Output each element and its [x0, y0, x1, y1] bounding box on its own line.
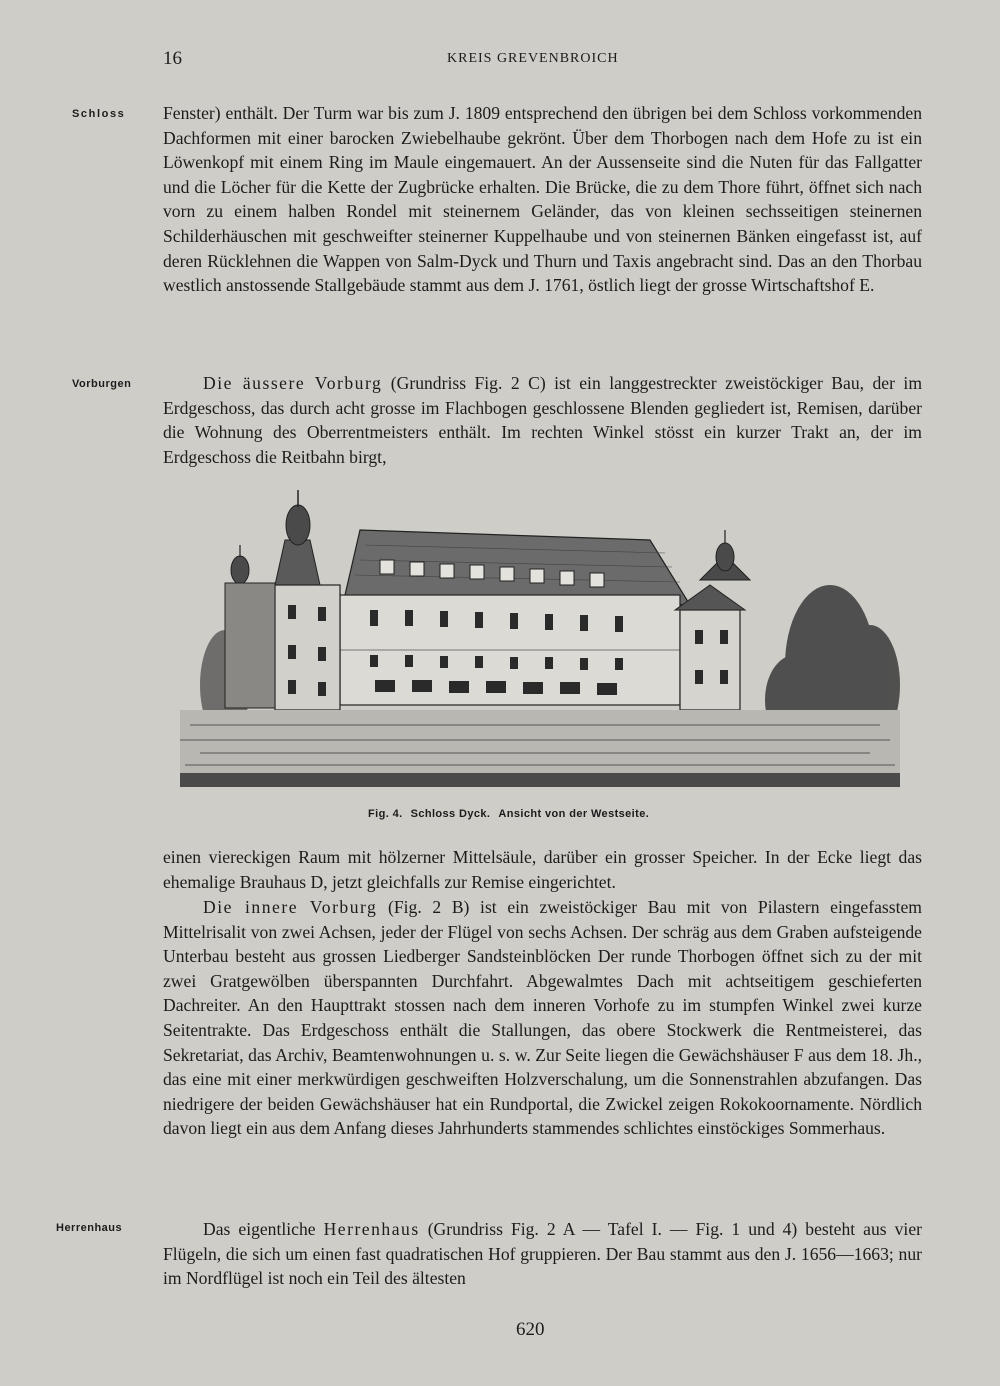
margin-note-vorburgen: Vorburgen — [72, 378, 132, 390]
running-head — [0, 46, 1000, 76]
paragraph-herrenhaus — [163, 1217, 922, 1291]
paragraph-aeussere-vorburg — [163, 371, 922, 469]
page-number: 16 — [163, 48, 182, 69]
spaced-term: Die äussere Vorburg — [203, 373, 383, 393]
paragraph-schloss: Fenster) enthält. Der Turm war bis zum J. 1809 entsprechend den übrigen bei dem Schloss vorkommenden Dachformen mit einer barocken Zwiebelhaube gekrönt. Über dem Thorbogen nach dem Hofe zu ist ein Löwenkopf mit einem Ring im Maule eingemauert. An der Aussenseite sind die Nuten für das Fallgatter und die Löcher für die Kette der Zugbrücke erhalten. Die Brücke, die zu dem Thore führt, öffnet sich nach vorn zu einem halben Rondel mit steinernem Geländer, das von kleinen sechsseitigen steinernen Schilderhäuschen mit geschweifter steinerner Kuppelhaube und von steinernen Bänken eingefasst ist, auf deren Rücklehnen die Wappen von Salm-Dyck und Thurn und Taxis angebracht sind. Das an den Thorbau westlich anstossende Stallgebäude stammt aus dem J. 1761, östlich liegt der grosse Wirtschaftshof E. — [163, 103, 922, 296]
paragraph-innere-vorburg — [163, 895, 922, 1141]
castle-illustration — [180, 485, 900, 805]
spaced-term: Herrenhaus — [323, 1219, 420, 1239]
paragraph-reitbahn-continued: einen viereckigen Raum mit hölzerner Mittelsäule, darüber ein grosser Speicher. In der Ecke liegt das ehemalige Brauhaus D, jetzt gleichfalls zur Remise eingerichtet. — [163, 847, 922, 892]
paragraph-text: (Fig. 2 B) ist ein zweistöckiger Bau mit von Pilastern eingefasstem Mittelrisalit von zwei Achsen, jeder der Flügel von sechs Achsen. Der schräg aus dem Graben aufsteigende Unterbau besteht aus grossen Liedberger Sandsteinblöcken Der runde Thorbogen öffnet sich zu der mit zwei Gratgewölben überspannten Durchfahrt. Abgewalmtes Dach mit achtseitigem geschieferten Dachreiter. An den Haupttrakt stossen nach dem inneren Vorhofe zu im stumpfen Winkel zwei kurze Seitentrakte. Das Erdgeschoss enthält die Stallungen, das obere Stockwerk die Rentmeisterei, das Sekretariat, das Archiv, Beamtenwohnungen u. s. w. Zur Seite liegen die Gewächshäuser F aus dem 18. Jh., das eine mit einer merkwürdigen geschweiften Holzverschalung, um die Sonnenstrahlen abzufangen. Das niedrigere der beiden Gewächshäuser hat ein Rundportal, die Zwickel zeigen Rokokoornamente. Nördlich davon liegt ein aus dem Anfang dieses Jahrhunderts stammendes schlichtes einstöckiges Sommerhaus. — [163, 897, 922, 1139]
folio-number: 620 — [516, 1319, 545, 1340]
margin-note-schloss: Schloss — [72, 108, 126, 120]
margin-note-herrenhaus: Herrenhaus — [56, 1222, 123, 1234]
paragraph-text: Das eigentliche — [203, 1219, 324, 1239]
caption-subject: Schloss Dyck. — [410, 808, 491, 820]
figure-castle-engraving — [180, 485, 900, 805]
caption-label: Fig. 4. — [368, 808, 403, 820]
caption-description: Ansicht von der Westseite. — [498, 808, 650, 820]
paragraph-text: (Grundriss Fig. 2 C) ist ein langgestreckter zweistöckiger Bau, der im Erdgeschoss, das durch acht grosse im Flachbogen geschlossene Blenden gegliedert ist, Remisen, darüber die Wohnung des Oberrentmeisters enthält. Im rechten Winkel stösst ein kurzer Trakt an, der im Erdgeschoss die Reitbahn birgt, — [163, 373, 923, 467]
spaced-term: Die innere Vorburg — [203, 897, 378, 917]
figure-caption — [368, 808, 657, 820]
running-title: KREIS GREVENBROICH — [447, 51, 619, 66]
paragraph-text: (Grundriss Fig. 2 A — Tafel I. — Fig. 1 und 4) besteht aus vier Flügeln, die sich um einen fast quadratischen Hof gruppieren. Der Bau stammt aus den J. 1656—1663; nur im Nordflügel ist noch ein Teil des ältesten — [163, 1219, 922, 1289]
